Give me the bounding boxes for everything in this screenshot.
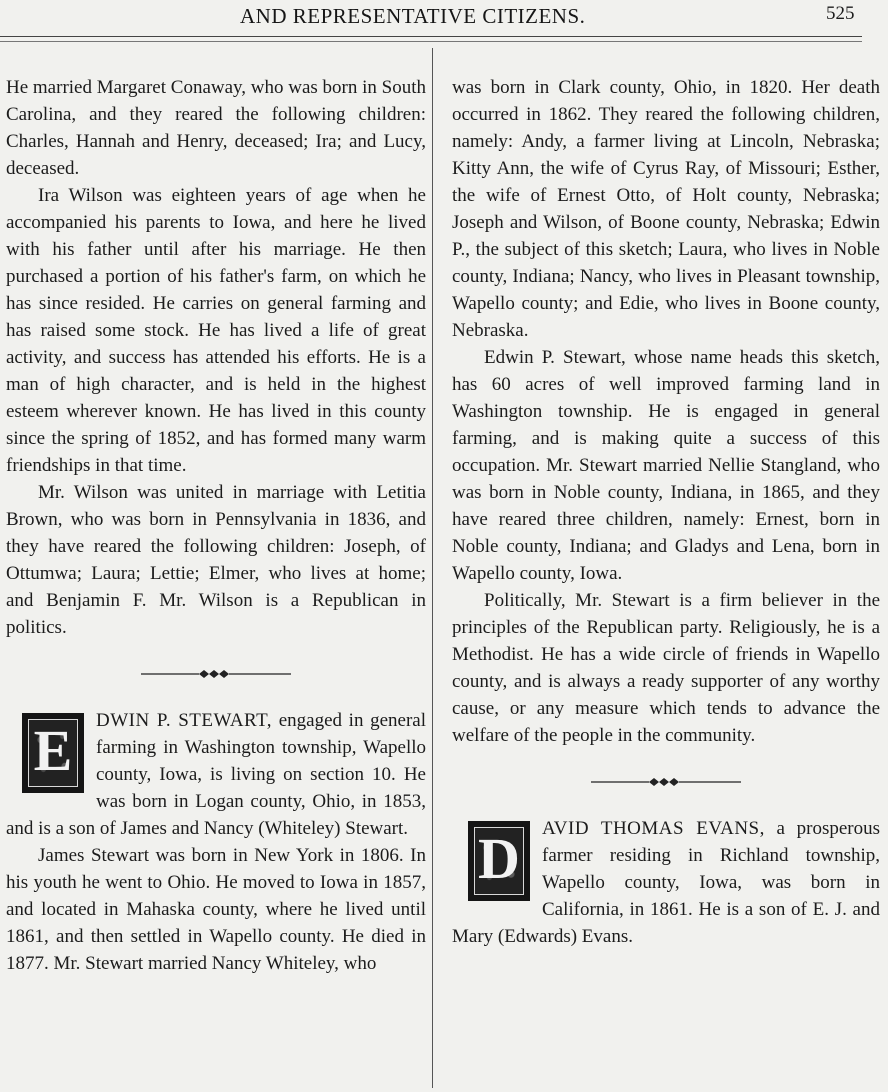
stewart-biography xyxy=(6,707,426,977)
header-rule-thin xyxy=(0,41,862,42)
stewart-intro-text: engaged in general farming in Washington township, Wapello county, Iowa, is living on section 10. He was born in Logan county, Ohio, in 1853, and is a son of James and Nancy (Whiteley) Stewart. xyxy=(6,710,427,839)
edwin-stewart-paragraph: Edwin P. Stewart, whose name heads this sketch, has 60 acres of well improved farming land in Washington township. He is engaged in general farming, and is making quite a success of this occupation. Mr. Stewart married Nellie Stangland, who was born in Noble county, Indiana, in 1865, and they have reared three children, namely: Ernest, born in Noble county, Indiana; and Gladys and Lena, born in Wapello county, Iowa. xyxy=(452,347,880,584)
section-divider-ornament-right xyxy=(591,775,741,789)
page-header xyxy=(0,0,888,34)
evans-biography xyxy=(452,815,880,950)
dropcap-letter: E xyxy=(33,718,73,783)
section-divider-ornament xyxy=(141,667,291,681)
running-head: AND REPRESENTATIVE CITIZENS. xyxy=(240,4,586,28)
james-stewart-paragraph: James Stewart was born in New York in 1806. In his youth he went to Ohio. He moved to Iowa in 1857, and located in Mahaska county, where he lived until 1861, and then settled in Wapello county. He died in 1877. Mr. Stewart married Nancy Whiteley, who xyxy=(6,845,426,974)
page-number: 525 xyxy=(826,3,855,24)
left-column xyxy=(6,74,426,977)
column-divider xyxy=(432,48,433,1088)
dropcap-letter: D xyxy=(478,826,520,891)
wilson-family-paragraph: He married Margaret Conaway, who was born in South Carolina, and they reared the following children: Charles, Hannah and Henry, deceased; Ira; and Lucy, deceased. xyxy=(6,77,427,179)
wilson-marriage-paragraph: Mr. Wilson was united in marriage with Letitia Brown, who was born in Pennsylvania in 1836, and they have reared the following children: Joseph, of Ottumwa; Laura; Lettie; Elmer, who lives at home; and Benjamin F. Mr. Wilson is a Republican in politics. xyxy=(6,482,426,638)
stewart-politics-paragraph: Politically, Mr. Stewart is a firm believer in the principles of the Republican party. Religiously, he is a Methodist. He has a wide circle of friends in Wapello county, and is always a ready supporter of any worthy cause, or any measure which tends to advance the welfare of the people in the community. xyxy=(452,590,880,746)
dropcap-e xyxy=(22,713,84,793)
stewart-children-paragraph: was born in Clark county, Ohio, in 1820. Her death occurred in 1862. They reared the following children, namely: Andy, a farmer living at Lincoln, Nebraska; Kitty Ann, the wife of Cyrus Ray, of Missouri; Esther, the wife of Ernest Otto, of Holt county, Nebraska; Joseph and Wilson, of Boone county, Nebraska; Edwin P., the subject of this sketch; Laura, who lives in Noble county, Indiana; Nancy, who lives in Pleasant township, Wapello county; and Edie, who lives in Boone county, Nebraska. xyxy=(452,77,880,341)
ira-wilson-paragraph: Ira Wilson was eighteen years of age when he accompanied his parents to Iowa, and here he lived with his father until after his marriage. He then purchased a portion of his father's farm, on which he has since resided. He carries on general farming and has raised some stock. He has lived a life of great activity, and success has attended his efforts. He is a man of high character, and is held in the highest esteem wherever known. He has lived in this county since the spring of 1852, and has formed many warm friendships in that time. xyxy=(6,185,426,476)
header-rule xyxy=(0,36,862,37)
right-column xyxy=(452,74,880,950)
stewart-name-heading: DWIN P. STEWART, xyxy=(96,710,273,731)
evans-name-heading: AVID THOMAS EVANS, xyxy=(542,818,765,839)
evans-intro-text: a prosperous farmer residing in Richland township, Wapello county, Iowa, was born in California, in 1861. He is a son of E. J. and Mary (Edwards) Evans. xyxy=(452,818,880,947)
dropcap-d xyxy=(468,821,530,901)
